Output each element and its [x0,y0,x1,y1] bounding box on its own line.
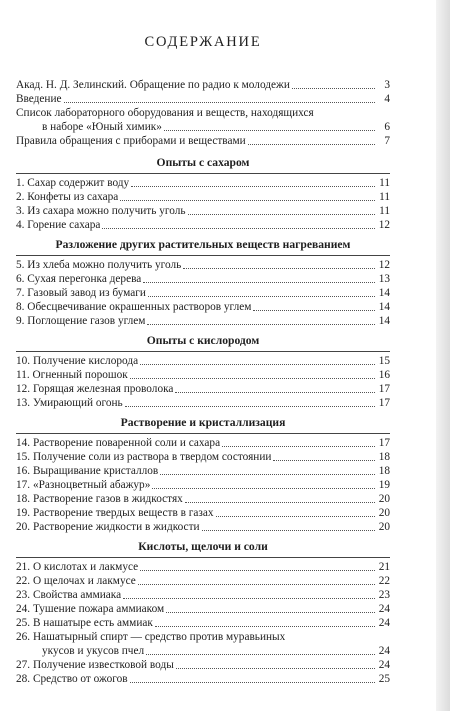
toc-entry-page: 17 [378,397,390,409]
toc-leader-dots [148,296,375,297]
toc-entry-title: 20. Растворение жидкости в жидкости [16,521,200,533]
toc-entry [16,368,390,382]
toc-entry-page: 17 [378,383,390,395]
toc-leader-dots [176,668,375,669]
toc-leader-dots [140,570,375,571]
toc-leader-dots [130,682,375,683]
toc-entry [16,106,390,120]
toc-leader-dots [160,474,375,475]
toc-entry-page: 11 [379,205,390,217]
toc-entry [16,644,390,658]
toc-entry-title: 27. Получение известковой воды [16,659,174,671]
toc-entry-page: 11 [379,177,390,189]
toc-entry [16,258,390,272]
toc-leader-dots [152,488,375,489]
toc-entry-page: 13 [378,273,390,285]
toc-entry [16,560,390,574]
toc-entry [16,314,390,328]
toc-entry [16,176,390,190]
toc-entry-title: 19. Растворение твердых веществ в газах [16,507,214,519]
toc-entry-title: 8. Обесцвечивание окрашенных растворов углем [16,301,252,313]
toc-entry-title: в наборе «Юный химик» [42,121,162,133]
toc-entry-page: 11 [379,191,390,203]
toc-entry-title: Введение [16,93,62,105]
toc-entry [16,190,390,204]
toc-entry-title: 22. О щелочах и лакмусе [16,575,136,587]
section-rule [16,557,390,558]
toc-entry-page: 22 [378,575,390,587]
toc-entry [16,354,390,368]
toc-entry-title: Правила обращения с приборами и веществами [16,135,246,147]
toc-entry-page: 12 [378,219,390,231]
toc-entry-title: укусов и укусов пчел [42,645,145,657]
toc-entry-title: 2. Конфеты из сахара [16,191,119,203]
toc-leader-dots [120,200,375,201]
toc-entry-page: 20 [378,521,390,533]
toc-entry [16,436,390,450]
toc-entry [16,464,390,478]
toc-entry-page: 14 [378,301,390,313]
toc-entry [16,78,390,92]
toc-entry-title: Список лабораторного оборудования и веществ, находящихся [16,107,314,119]
page-edge [436,0,450,711]
toc-leader-dots [166,612,375,613]
toc-leader-dots [125,406,375,407]
toc-entry-page: 25 [378,673,390,685]
toc-entry-title: 24. Тушение пожара аммиаком [16,603,165,615]
toc-entry-title: 16. Выращивание кристаллов [16,465,159,477]
toc-leader-dots [248,144,375,145]
toc-entry-title: 6. Сухая перегонка дерева [16,273,142,285]
toc-entry [16,218,390,232]
toc-entry-page: 24 [378,603,390,615]
toc-leader-dots [138,584,375,585]
toc-entry [16,630,390,644]
toc-entry-page: 14 [378,315,390,327]
toc-entry [16,134,390,148]
toc-entry-title: Акад. Н. Д. Зелинский. Обращение по радио к молодежи [16,79,290,91]
toc-leader-dots [102,228,375,229]
toc-entry-page: 6 [384,121,390,133]
toc-entry [16,506,390,520]
toc-leader-dots [175,392,375,393]
toc-entry-title: 25. В нашатыре есть аммиак [16,617,153,629]
toc-entry [16,204,390,218]
toc-entry [16,574,390,588]
toc-leader-dots [123,598,375,599]
toc-leader-dots [253,310,375,311]
toc-entry-title: 26. Нашатырный спирт — средство против муравьиных [16,631,286,643]
toc-entry-title: 10. Получение кислорода [16,355,139,367]
toc-entry [16,492,390,506]
page-title: СОДЕРЖАНИЕ [144,34,262,50]
toc-leader-dots [183,268,375,269]
section-title: Разложение других растительных веществ нагреванием [55,238,351,251]
toc-section [16,540,390,686]
toc-entry-page: 24 [378,645,390,657]
section-rule [16,351,390,352]
toc-entry-page: 23 [378,589,390,601]
toc-leader-dots [140,364,375,365]
toc-entry [16,616,390,630]
toc-entry-page: 18 [378,451,390,463]
toc-leader-dots [202,530,375,531]
toc-entry-title: 3. Из сахара можно получить уголь [16,205,186,217]
toc-entry-page: 24 [378,617,390,629]
toc-sections [16,156,390,686]
toc-section [16,156,390,232]
toc-entry-page: 21 [378,561,390,573]
toc-entry-title: 17. «Разноцветный абажур» [16,479,151,491]
toc-entry-title: 4. Горение сахара [16,219,101,231]
section-title: Растворение и кристаллизация [120,416,286,429]
section-title: Опыты с кислородом [146,334,260,347]
toc-leader-dots [131,186,375,187]
table-of-contents [16,34,390,686]
toc-entry-page: 14 [378,287,390,299]
toc-entry-title: 23. Свойства аммиака [16,589,122,601]
section-title: Опыты с сахаром [156,156,250,169]
section-title: Кислоты, щелочи и соли [138,540,268,553]
toc-leader-dots [222,446,375,447]
toc-entry-title: 13. Умирающий огонь [16,397,123,409]
toc-leader-dots [143,282,375,283]
toc-entry-page: 20 [378,493,390,505]
section-rule [16,433,390,434]
toc-entry-page: 24 [378,659,390,671]
toc-entry-page: 3 [384,79,390,91]
toc-entry [16,588,390,602]
toc-entry [16,92,390,106]
toc-entry [16,450,390,464]
toc-entry [16,478,390,492]
toc-leader-dots [147,324,375,325]
toc-entry [16,300,390,314]
toc-leader-dots [216,516,375,517]
toc-section [16,416,390,534]
toc-entry-title: 15. Получение соли из раствора в твердом состоянии [16,451,272,463]
toc-leader-dots [164,130,375,131]
toc-leader-dots [292,88,375,89]
toc-entry-title: 9. Поглощение газов углем [16,315,146,327]
toc-leader-dots [273,460,375,461]
toc-entry [16,286,390,300]
toc-entry-title: 18. Растворение газов в жидкостях [16,493,183,505]
toc-entry [16,658,390,672]
toc-leader-dots [155,626,375,627]
toc-entry [16,396,390,410]
toc-entry-title: 21. О кислотах и лакмусе [16,561,139,573]
toc-entry-page: 20 [378,507,390,519]
toc-entry [16,602,390,616]
intro-entries [16,78,390,148]
toc-entry [16,672,390,686]
toc-section [16,238,390,328]
toc-entry-title: 12. Горящая железная проволока [16,383,174,395]
toc-entry [16,382,390,396]
toc-leader-dots [130,378,375,379]
toc-entry-page: 18 [378,465,390,477]
toc-section [16,334,390,410]
toc-entry-page: 4 [384,93,390,105]
toc-entry-title: 28. Средство от ожогов [16,673,128,685]
toc-entry-title: 1. Сахар содержит воду [16,177,130,189]
toc-entry-title: 5. Из хлеба можно получить уголь [16,259,182,271]
section-rule [16,173,390,174]
toc-leader-dots [185,502,375,503]
toc-entry [16,120,390,134]
toc-leader-dots [188,214,375,215]
toc-entry-page: 7 [384,135,390,147]
toc-entry-page: 16 [378,369,390,381]
toc-entry-page: 15 [378,355,390,367]
toc-leader-dots [64,102,375,103]
toc-entry-title: 11. Огненный порошок [16,369,128,381]
toc-entry-page: 17 [378,437,390,449]
toc-entry-title: 7. Газовый завод из бумаги [16,287,146,299]
toc-entry [16,520,390,534]
toc-entry-page: 19 [378,479,390,491]
section-rule [16,255,390,256]
toc-entry-title: 14. Растворение поваренной соли и сахара [16,437,221,449]
toc-entry-page: 12 [378,259,390,271]
toc-leader-dots [146,654,375,655]
toc-entry [16,272,390,286]
